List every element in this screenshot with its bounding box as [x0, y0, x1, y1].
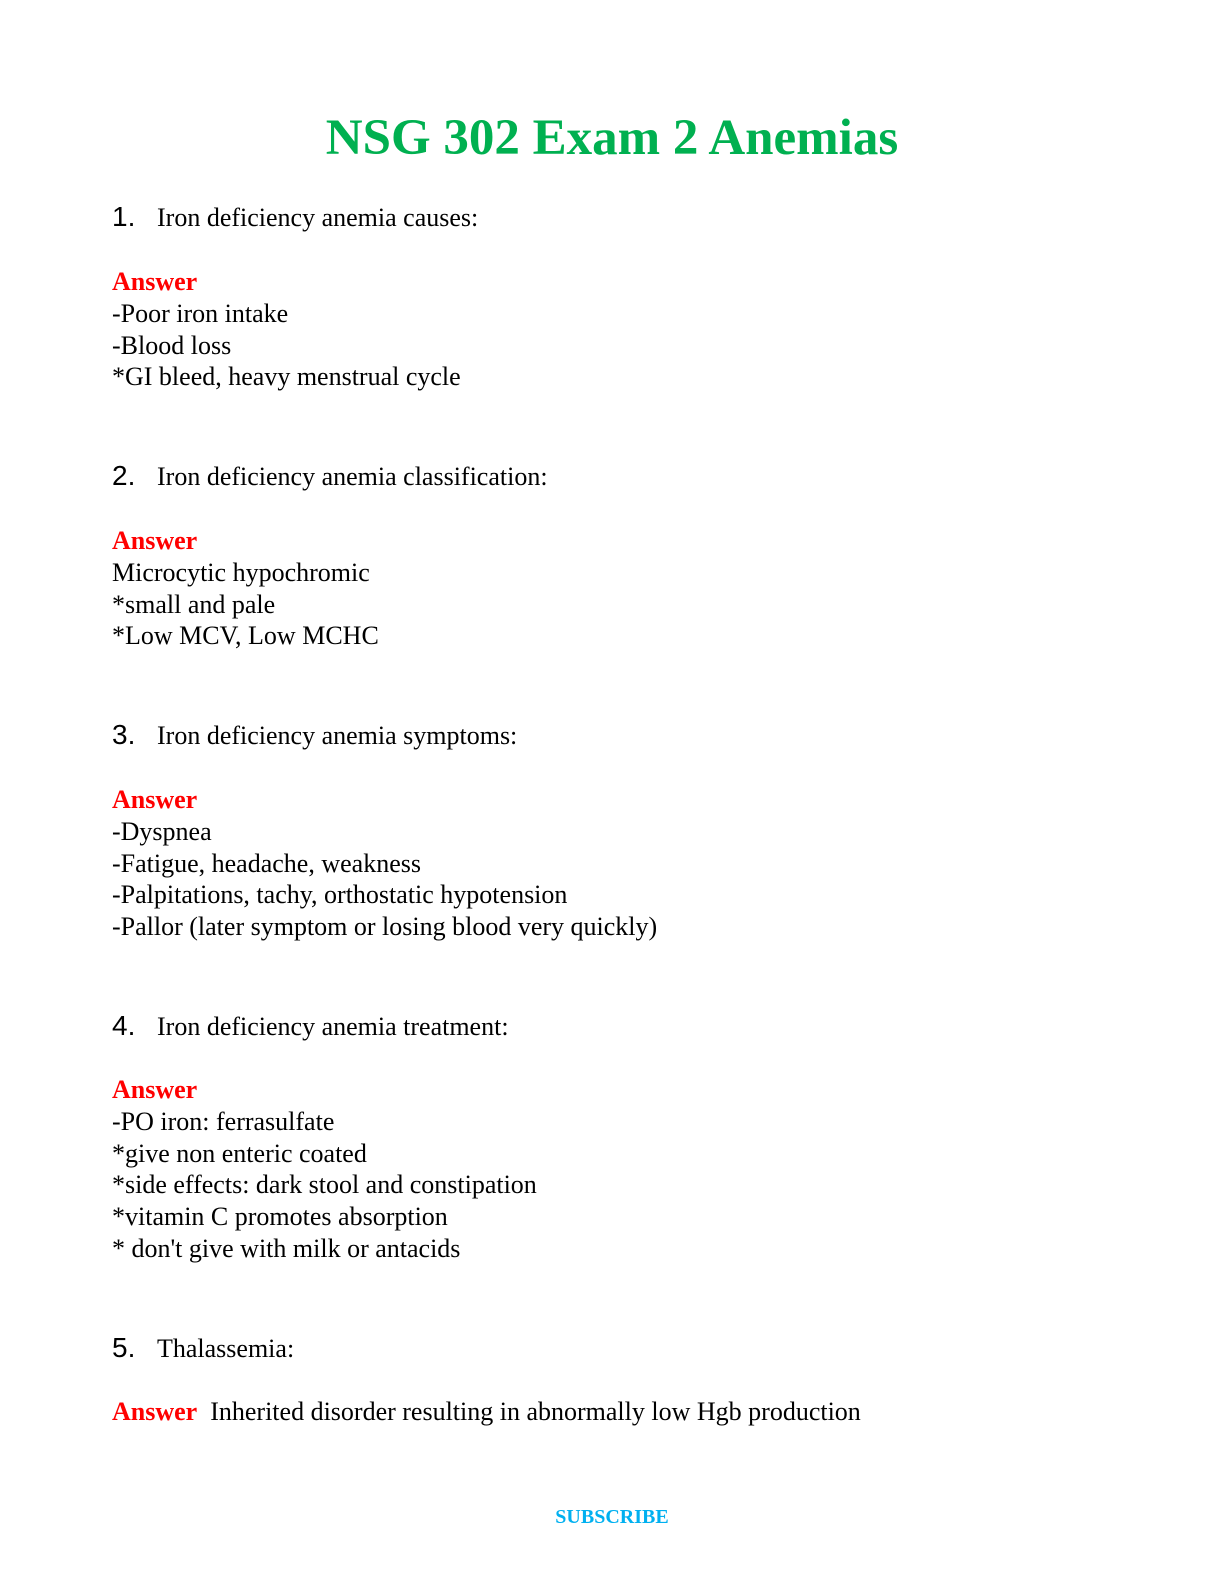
answer-line: *give non enteric coated [112, 1138, 367, 1168]
question-number: 5. [112, 1332, 136, 1363]
answer-line: -Poor iron intake [112, 298, 289, 328]
answer-5 [112, 1396, 861, 1428]
question-number: 3. [112, 719, 136, 750]
answer-line: -Blood loss [112, 330, 232, 360]
question-text: Iron deficiency anemia classification: [157, 462, 548, 491]
answer-line: -Fatigue, headache, weakness [112, 848, 421, 878]
answer-label: Answer [112, 785, 198, 814]
answer-line: *vitamin C promotes absorption [112, 1202, 448, 1232]
answer-line: * don't give with milk or antacids [112, 1233, 461, 1263]
question-text: Iron deficiency anemia treatment: [157, 1012, 509, 1041]
answer-line: *small and pale [112, 589, 276, 619]
answer-line: -Pallor (later symptom or losing blood very quickly) [112, 912, 658, 942]
answer-line: *Low MCV, Low MCHC [112, 621, 379, 651]
answer-label: Answer [112, 526, 198, 555]
answer-2 [112, 525, 379, 652]
subscribe-link[interactable]: SUBSCRIBE [555, 1506, 669, 1528]
question-2 [112, 460, 548, 493]
answer-line: -PO iron: ferrasulfate [112, 1106, 335, 1136]
question-5 [112, 1332, 294, 1365]
question-number: 1. [112, 201, 136, 232]
answer-label: Answer [112, 267, 198, 296]
question-text: Iron deficiency anemia causes: [157, 203, 479, 232]
answer-label: Answer [112, 1075, 198, 1104]
question-text: Thalassemia: [157, 1334, 295, 1363]
answer-inline-text: Inherited disorder resulting in abnormally low Hgb production [210, 1397, 861, 1426]
answer-line: -Palpitations, tachy, orthostatic hypotension [112, 880, 568, 910]
answer-3 [112, 784, 657, 943]
question-3 [112, 719, 517, 752]
answer-line: -Dyspnea [112, 816, 212, 846]
answer-line: *side effects: dark stool and constipation [112, 1170, 537, 1200]
question-number: 4. [112, 1010, 136, 1041]
answer-4 [112, 1074, 537, 1265]
question-text: Iron deficiency anemia symptoms: [157, 721, 518, 750]
answer-1 [112, 266, 461, 393]
answer-label: Answer [112, 1397, 198, 1426]
question-1 [112, 201, 478, 234]
answer-line: *GI bleed, heavy menstrual cycle [112, 362, 461, 392]
question-4 [112, 1010, 509, 1043]
answer-line: Microcytic hypochromic [112, 557, 370, 587]
question-number: 2. [112, 460, 136, 491]
page-title: NSG 302 Exam 2 Anemias [325, 110, 899, 166]
